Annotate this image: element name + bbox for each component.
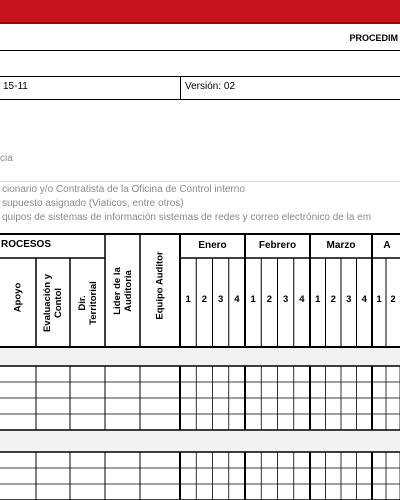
column-header-2: Evaluación y Contol [42, 273, 64, 332]
week-number: 2 [266, 294, 273, 305]
column-header-3: Dir. Territorial [76, 280, 99, 325]
week-number: 3 [217, 294, 224, 305]
week-number: 1 [376, 294, 382, 305]
column-header-4: Lider de la Auditoria [111, 266, 134, 315]
resource-line-3: quipos de sistemas de información sistemas de redes y correo electrónico de la em [2, 212, 372, 223]
week-number: 1 [185, 294, 191, 305]
week-number: 1 [315, 294, 321, 305]
field-value-fragment: cia [0, 153, 13, 164]
week-number: 3 [346, 294, 352, 305]
week-number: 2 [201, 294, 208, 305]
week-number: 4 [234, 294, 240, 305]
month-header-3: Marzo [326, 240, 356, 251]
month-header-4: A [383, 240, 391, 251]
week-number: 4 [361, 294, 367, 305]
column-header-5: Equipo Auditor [154, 250, 166, 320]
week-number: 2 [330, 294, 336, 305]
resource-line-2: supuesto asignado (Viaticos, entre otros) [2, 198, 184, 209]
process-group-header: ROCESOS [1, 239, 52, 250]
week-number: 1 [250, 294, 256, 305]
resource-line-1: cionario y/o Contratista de la Oficina de Control interno [2, 184, 245, 195]
column-header-1: Apoyo [12, 282, 24, 312]
week-number: 2 [390, 294, 396, 305]
month-header-1: Enero [198, 240, 227, 251]
procedure-title: PROCEDIM [349, 33, 398, 43]
document-code: 15-11 [3, 81, 28, 92]
week-number: 3 [282, 294, 289, 305]
week-number: 4 [299, 294, 305, 305]
month-header-2: Febrero [258, 240, 297, 251]
document-version: Versión: 02 [185, 81, 236, 92]
